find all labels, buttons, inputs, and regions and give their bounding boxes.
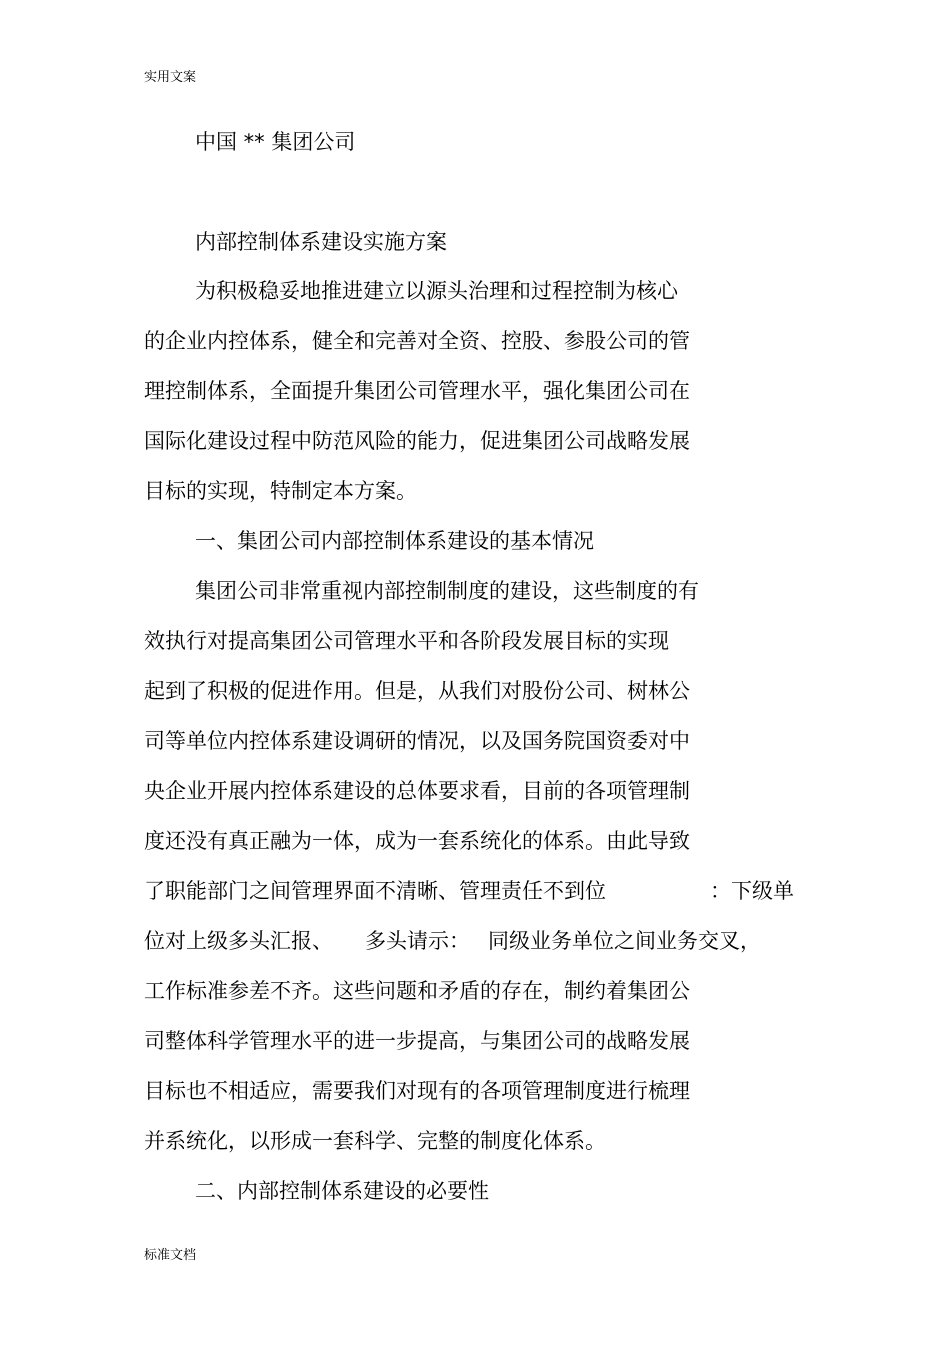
paragraph-line: 的企业内控体系，健全和完善对全资、控股、参股公司的管 [144,329,690,353]
paragraph-line: 目标的实现，特制定本方案。 [144,479,417,503]
paragraph-line: 度还没有真正融为一体，成为一套系统化的体系。由此导致 [144,829,690,853]
section-heading: 一、集团公司内部控制体系建设的基本情况 [195,529,594,553]
paragraph-line-fragment: 多头请示： [365,929,470,953]
document-title: 内部控制体系建设实施方案 [195,230,447,254]
paragraph-line: 央企业开展内控体系建设的总体要求看，目前的各项管理制 [144,779,690,803]
paragraph-line: 理控制体系，全面提升集团公司管理水平，强化集团公司在 [144,379,690,403]
paragraph-line-fragment: 位对上级多头汇报、 [144,929,333,953]
paragraph-line: 工作标准参差不齐。这些问题和矛盾的存在，制约着集团公 [144,979,690,1003]
paragraph-line: 司整体科学管理水平的进一步提高，与集团公司的战略发展 [144,1029,690,1053]
paragraph-line: 集团公司非常重视内部控制制度的建设，这些制度的有 [195,579,699,603]
paragraph-line-fragment: 同级业务单位之间业务交叉， [488,929,761,953]
paragraph-line: 目标也不相适应，需要我们对现有的各项管理制度进行梳理 [144,1079,690,1103]
paragraph-line: 为积极稳妥地推进建立以源头治理和过程控制为核心 [195,279,678,303]
page-footer: 标准文档 [144,1248,197,1263]
paragraph-line: 了职能部门之间管理界面不清晰、管理责任不到位 [144,879,606,903]
paragraph-line: 并系统化，以形成一套科学、完整的制度化体系。 [144,1129,606,1153]
page-header: 实用文案 [144,70,197,85]
paragraph-line-fragment: ：下级单 [710,879,794,903]
paragraph-line: 起到了积极的促进作用。但是，从我们对股份公司、树林公 [144,679,690,703]
paragraph-line: 国际化建设过程中防范风险的能力，促进集团公司战略发展 [144,429,690,453]
company-name: 中国 ** 集团公司 [195,130,356,154]
paragraph-line: 效执行对提高集团公司管理水平和各阶段发展目标的实现 [144,629,669,653]
section-heading: 二、内部控制体系建设的必要性 [195,1179,489,1203]
paragraph-line: 司等单位内控体系建设调研的情况，以及国务院国资委对中 [144,729,690,753]
